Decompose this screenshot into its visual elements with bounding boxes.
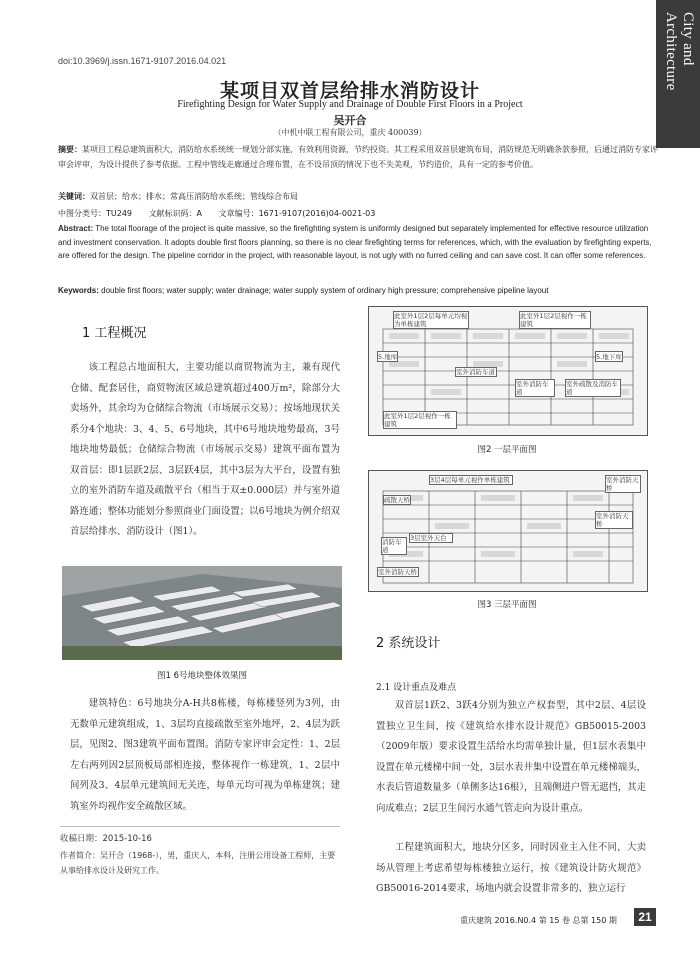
fig2-note-6: 室外消防车道 bbox=[515, 379, 555, 397]
document-code: 文献标识码：A bbox=[148, 209, 203, 218]
keywords-en bbox=[58, 286, 660, 295]
section2-para2-text: 工程建筑面积大，地块分区多，同时因业主入住不同，大卖场从管理上考虑希望每栋楼独立运行，按《建筑设计防火规范》GB50016-2014要求，场地内就会设置非常多的、独立运行 bbox=[376, 842, 646, 894]
abstract-en-label: Abstract: bbox=[58, 224, 94, 233]
section2-subheading: 2.1 设计重点及难点 bbox=[376, 683, 457, 693]
fig2-note-8: 此室外1层2层视作一栋建筑 bbox=[383, 411, 457, 429]
fig3-note-7: 室外消防天桥 bbox=[378, 568, 417, 576]
keywords-cn-text: 双首层；给水；排水；常高压消防给水系统；管线综合布局 bbox=[90, 192, 298, 201]
doi-line: doi:10.3969/j.issn.1671-9107.2016.04.021 bbox=[58, 56, 227, 66]
figure2-floor1-plan bbox=[368, 306, 648, 436]
fig3-note-3: 疏散天桥 bbox=[384, 496, 410, 504]
section1-heading: 1 工程概况 bbox=[82, 326, 147, 341]
keywords-cn-label: 关键词： bbox=[58, 192, 90, 201]
article-number: 文章编号：1671-9107(2016)04-0021-03 bbox=[218, 209, 376, 218]
fig3-note-2: 室外消防天桥 bbox=[605, 475, 641, 493]
keywords-cn bbox=[58, 191, 658, 202]
paper-title: 某项目双首层给排水消防设计 bbox=[219, 80, 480, 102]
figure1-caption: 图1 6号地块整体效果图 bbox=[156, 671, 248, 681]
section1-para2-text: 建筑特色：6号地块分A-H共8栋楼，每栋楼竖列为3列，由无数单元建筑组成，1、3层均直接疏散至室外地坪，2、4层为跃层，见图2、图3建筑平面布置图。消防专家评审会定性：1、2层左右两列因2层顶板局部相连接，整体视作一栋建筑，1、2层中间列及3、4层单元建筑间无关连，每单元均可视为单栋建筑；建筑室外均视作安全疏散区域。 bbox=[70, 698, 340, 812]
author-intro: 作者简介：吴开合（1968-），男，重庆人，本科，注册公用设备工程师，主要从事给排水设计及研究工作。 bbox=[60, 851, 336, 875]
fig2-note-1: 此室外1层2层每单元均视为单栋建筑 bbox=[394, 312, 468, 328]
section2-para1-text: 双首层1跃2、3跃4分别为独立产权套型，其中2层、4层设置独立卫生间，按《建筑给水排水设计规范》GB50015-2003（2009年版）要求设置生活给水均需单独计量，但1层水表集中设置在单元楼梯中间一处，3层水表井集中设置在单元楼梯端头，水表后管道数量多（单侧多达16根），且端侧进户管无遮挡，其走向成难点；2层卫生间污水通气管走向为设计重点。 bbox=[376, 700, 646, 814]
keywords-en-text: double first floors; water supply; water drainage; water supply system of ordinary high pressure; comprehensive pipeline layout bbox=[101, 286, 549, 295]
abstract-cn-label: 摘要： bbox=[58, 145, 82, 154]
fig3-note-4: 室外消防天桥 bbox=[595, 511, 633, 529]
figure2-caption: 图2 一层平面图 bbox=[477, 445, 537, 455]
abstract-cn bbox=[58, 142, 658, 172]
section2-para2 bbox=[376, 838, 646, 900]
page-number: 21 bbox=[634, 908, 656, 926]
abstract-en bbox=[58, 222, 660, 263]
keywords-en-label: Keywords: bbox=[58, 286, 99, 295]
footnote-divider bbox=[60, 826, 340, 827]
fig3-note-6: 消防车道 bbox=[381, 537, 407, 555]
section2-heading: 2 系统设计 bbox=[376, 636, 441, 651]
paper-title-en: Firefighting Design for Water Supply and Drainage of Double First Floors in a Project bbox=[177, 99, 523, 110]
affiliation: （中机中联工程有限公司，重庆 400039） bbox=[273, 128, 427, 137]
abstract-en-text: The total floorage of the project is quite massive, so the firefighting system is uniformly designed but separately implemented for effective resource utilization and investment conservation. It adopts double first floors planning, so there is no clear firefighting terms for references, which, with the evaluation by firefighting experts, are offered for the design. The pipeline corridor in the project, with reasonable layout, is not ugly with no furred ceiling and can save cost. It can offer some references. bbox=[58, 224, 652, 261]
fig2-note-7: 室外疏散及消防车道 bbox=[565, 379, 621, 397]
section1-para2 bbox=[70, 694, 340, 817]
section1-para1 bbox=[70, 358, 340, 543]
journal-issue-line: 重庆建筑 2016.N0.4 第 15 卷 总第 150 期 bbox=[460, 916, 617, 925]
section2-para1 bbox=[376, 696, 646, 819]
fig2-note-2: 此室外1层2层视作一栋建筑 bbox=[519, 311, 591, 329]
figure1-aerial-render bbox=[62, 566, 342, 660]
received-date: 收稿日期：2015-10-16 bbox=[60, 834, 152, 844]
fig3-note-1: 3层4层每单元视作单栋建筑 bbox=[429, 475, 513, 485]
fig2-note-3: 5.地库 bbox=[378, 353, 398, 361]
clc-number: 中图分类号：TU249 bbox=[58, 209, 133, 218]
author-name: 吴开合 bbox=[333, 114, 367, 127]
figure3-floor3-plan bbox=[368, 470, 648, 592]
fig2-note-4: 5.地下库 bbox=[596, 353, 622, 361]
aerial-render-drawing bbox=[62, 566, 342, 660]
figure3-caption: 图3 三层平面图 bbox=[477, 600, 537, 610]
classification-line bbox=[58, 208, 658, 219]
journal-tab-label: City and Architecture bbox=[663, 12, 696, 91]
fig2-note-5: 室外消防车道 bbox=[456, 368, 495, 376]
fig3-note-5: 3层室外天台 bbox=[409, 533, 453, 543]
abstract-cn-text: 某项目工程总建筑面积大，消防给水系统统一规划分部实施，有效利用资源，节约投资。其工程采用双首层建筑布局，消防规范无明确条款参照，后通过消防专家评审会评审，为设计提供了参考依据。工程中管线走廊通过合理布置，在不设吊顶的情况下也不失美观，节约造价，具有一定的参考价值。 bbox=[58, 145, 658, 169]
section1-para1-text: 该工程总占地面积大，主要功能以商贸物流为主，兼有现代仓储、配套居住，商贸物流区域总建筑超过400万m²，除部分大卖场外，其余均为仓储综合物流（市场展示交易）；按场地现状关系分4个地块：3、4、5、6号地块，其中6号地块地势最高，3号地块地势最低；仓储综合物流（市场展示交易）建筑平面布置为双首层：即1层跃2层、3层跃4层，其中3层为大平台，设置有独立的室外消防车道及疏散平台（相当于双±0.000层）并与室外道路连通；整体功能划分参照商业门面设置；以6号地块为例介绍双首层给排水、消防设计（图1）。 bbox=[70, 362, 340, 537]
